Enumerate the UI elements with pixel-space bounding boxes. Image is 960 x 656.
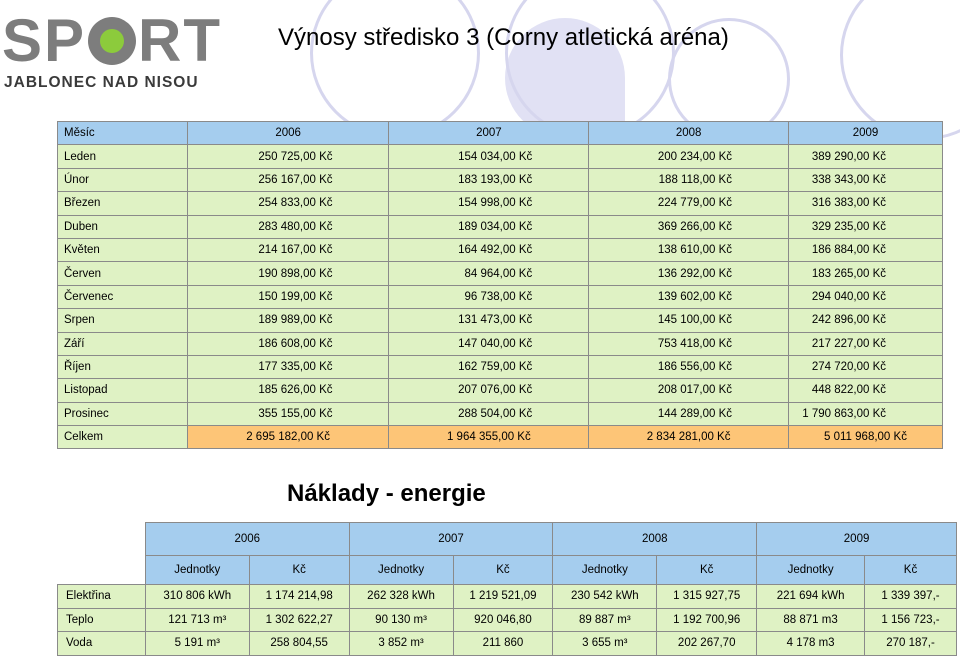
year-header: 2008 xyxy=(553,523,757,556)
value-cell: 1 174 214,98 xyxy=(249,585,349,609)
value-cell: 162 759,00 Kč xyxy=(389,355,589,378)
header-cell: 2006 xyxy=(187,122,389,145)
decor-ring xyxy=(840,0,960,140)
table-row xyxy=(58,285,943,308)
month-cell: Červenec xyxy=(58,285,188,308)
unit-header: Jednotky xyxy=(145,556,249,585)
total-cell: 5 011 968,00 Kč xyxy=(788,426,942,449)
value-cell: 1 315 927,75 xyxy=(657,585,757,609)
decor-ring xyxy=(310,0,480,138)
value-cell: 185 626,00 Kč xyxy=(187,379,389,402)
header-cell: Měsíc xyxy=(58,122,188,145)
total-row xyxy=(58,426,943,449)
unit-header: Jednotky xyxy=(757,556,865,585)
page-title: Výnosy středisko 3 (Corny atletická aréna) xyxy=(278,24,729,51)
header-cell: 2007 xyxy=(389,122,589,145)
value-cell: 329 235,00 Kč xyxy=(788,215,942,238)
year-header: 2007 xyxy=(349,523,553,556)
value-cell: 136 292,00 Kč xyxy=(589,262,789,285)
table-row xyxy=(58,585,957,609)
value-cell: 310 806 kWh xyxy=(145,585,249,609)
value-cell: 131 473,00 Kč xyxy=(389,309,589,332)
value-cell: 139 602,00 Kč xyxy=(589,285,789,308)
value-cell: 154 034,00 Kč xyxy=(389,145,589,168)
value-cell: 217 227,00 Kč xyxy=(788,332,942,355)
value-cell: 121 713 m³ xyxy=(145,608,249,632)
value-cell: 3 655 m³ xyxy=(553,632,657,656)
unit-header: Kč xyxy=(865,556,957,585)
value-cell: 338 343,00 Kč xyxy=(788,168,942,191)
table-row xyxy=(58,215,943,238)
month-cell: Prosinec xyxy=(58,402,188,425)
value-cell: 753 418,00 Kč xyxy=(589,332,789,355)
value-cell: 186 608,00 Kč xyxy=(187,332,389,355)
value-cell: 224 779,00 Kč xyxy=(589,192,789,215)
empty-cell xyxy=(58,556,146,585)
month-cell: Leden xyxy=(58,145,188,168)
month-cell: Srpen xyxy=(58,309,188,332)
month-cell: Únor xyxy=(58,168,188,191)
table-row xyxy=(58,332,943,355)
value-cell: 208 017,00 Kč xyxy=(589,379,789,402)
value-cell: 144 289,00 Kč xyxy=(589,402,789,425)
header-cell: 2009 xyxy=(788,122,942,145)
value-cell: 448 822,00 Kč xyxy=(788,379,942,402)
value-cell: 288 504,00 Kč xyxy=(389,402,589,425)
value-cell: 138 610,00 Kč xyxy=(589,238,789,261)
total-cell: 2 695 182,00 Kč xyxy=(187,426,389,449)
value-cell: 202 267,70 xyxy=(657,632,757,656)
month-cell: Listopad xyxy=(58,379,188,402)
value-cell: 89 887 m³ xyxy=(553,608,657,632)
table-row xyxy=(58,262,943,285)
unit-header: Kč xyxy=(453,556,553,585)
value-cell: 270 187,- xyxy=(865,632,957,656)
value-cell: 274 720,00 Kč xyxy=(788,355,942,378)
month-cell: Březen xyxy=(58,192,188,215)
logo-subtitle: JABLONEC NAD NISOU xyxy=(4,74,199,91)
year-header: 2009 xyxy=(757,523,957,556)
unit-header: Kč xyxy=(657,556,757,585)
value-cell: 147 040,00 Kč xyxy=(389,332,589,355)
table-row xyxy=(58,238,943,261)
value-cell: 211 860 xyxy=(453,632,553,656)
value-cell: 188 118,00 Kč xyxy=(589,168,789,191)
value-cell: 4 178 m3 xyxy=(757,632,865,656)
table-row xyxy=(58,145,943,168)
value-cell: 1 192 700,96 xyxy=(657,608,757,632)
value-cell: 294 040,00 Kč xyxy=(788,285,942,308)
month-cell: Květen xyxy=(58,238,188,261)
energy-type-cell: Elektřina xyxy=(58,585,146,609)
value-cell: 189 989,00 Kč xyxy=(187,309,389,332)
value-cell: 355 155,00 Kč xyxy=(187,402,389,425)
value-cell: 250 725,00 Kč xyxy=(187,145,389,168)
value-cell: 1 790 863,00 Kč xyxy=(788,402,942,425)
value-cell: 84 964,00 Kč xyxy=(389,262,589,285)
value-cell: 183 265,00 Kč xyxy=(788,262,942,285)
value-cell: 221 694 kWh xyxy=(757,585,865,609)
table-header-row xyxy=(58,122,943,145)
value-cell: 242 896,00 Kč xyxy=(788,309,942,332)
value-cell: 96 738,00 Kč xyxy=(389,285,589,308)
logo-o-icon xyxy=(88,17,136,65)
sport-logo xyxy=(2,6,242,96)
value-cell: 183 193,00 Kč xyxy=(389,168,589,191)
value-cell: 1 339 397,- xyxy=(865,585,957,609)
empty-cell xyxy=(58,523,146,556)
revenue-table xyxy=(57,121,943,449)
value-cell: 186 556,00 Kč xyxy=(589,355,789,378)
value-cell: 186 884,00 Kč xyxy=(788,238,942,261)
total-cell: 2 834 281,00 Kč xyxy=(589,426,789,449)
value-cell: 190 898,00 Kč xyxy=(187,262,389,285)
table-row xyxy=(58,379,943,402)
value-cell: 920 046,80 xyxy=(453,608,553,632)
value-cell: 150 199,00 Kč xyxy=(187,285,389,308)
value-cell: 207 076,00 Kč xyxy=(389,379,589,402)
table-row xyxy=(58,632,957,656)
unit-header: Jednotky xyxy=(553,556,657,585)
logo-word-a: SP xyxy=(2,7,87,74)
value-cell: 200 234,00 Kč xyxy=(589,145,789,168)
table-row xyxy=(58,309,943,332)
value-cell: 145 100,00 Kč xyxy=(589,309,789,332)
month-cell: Říjen xyxy=(58,355,188,378)
energy-type-cell: Voda xyxy=(58,632,146,656)
value-cell: 389 290,00 Kč xyxy=(788,145,942,168)
value-cell: 316 383,00 Kč xyxy=(788,192,942,215)
table-row xyxy=(58,402,943,425)
value-cell: 164 492,00 Kč xyxy=(389,238,589,261)
value-cell: 283 480,00 Kč xyxy=(187,215,389,238)
table-row xyxy=(58,608,957,632)
value-cell: 1 302 622,27 xyxy=(249,608,349,632)
value-cell: 258 804,55 xyxy=(249,632,349,656)
year-header-row xyxy=(58,523,957,556)
unit-header-row xyxy=(58,556,957,585)
value-cell: 5 191 m³ xyxy=(145,632,249,656)
table-row xyxy=(58,355,943,378)
total-cell: 1 964 355,00 Kč xyxy=(389,426,589,449)
value-cell: 88 871 m3 xyxy=(757,608,865,632)
value-cell: 214 167,00 Kč xyxy=(187,238,389,261)
value-cell: 256 167,00 Kč xyxy=(187,168,389,191)
header-cell: 2008 xyxy=(589,122,789,145)
value-cell: 177 335,00 Kč xyxy=(187,355,389,378)
value-cell: 1 219 521,09 xyxy=(453,585,553,609)
value-cell: 369 266,00 Kč xyxy=(589,215,789,238)
month-cell: Září xyxy=(58,332,188,355)
logo-word-b: RT xyxy=(138,7,223,74)
energy-type-cell: Teplo xyxy=(58,608,146,632)
value-cell: 154 998,00 Kč xyxy=(389,192,589,215)
logo-wordmark xyxy=(2,6,222,76)
table-row xyxy=(58,168,943,191)
value-cell: 189 034,00 Kč xyxy=(389,215,589,238)
value-cell: 230 542 kWh xyxy=(553,585,657,609)
total-label: Celkem xyxy=(58,426,188,449)
value-cell: 254 833,00 Kč xyxy=(187,192,389,215)
table-row xyxy=(58,192,943,215)
month-cell: Duben xyxy=(58,215,188,238)
energy-cost-table xyxy=(57,522,957,656)
costs-title: Náklady - energie xyxy=(287,480,486,507)
month-cell: Červen xyxy=(58,262,188,285)
unit-header: Jednotky xyxy=(349,556,453,585)
year-header: 2006 xyxy=(145,523,349,556)
value-cell: 262 328 kWh xyxy=(349,585,453,609)
value-cell: 3 852 m³ xyxy=(349,632,453,656)
unit-header: Kč xyxy=(249,556,349,585)
value-cell: 1 156 723,- xyxy=(865,608,957,632)
value-cell: 90 130 m³ xyxy=(349,608,453,632)
